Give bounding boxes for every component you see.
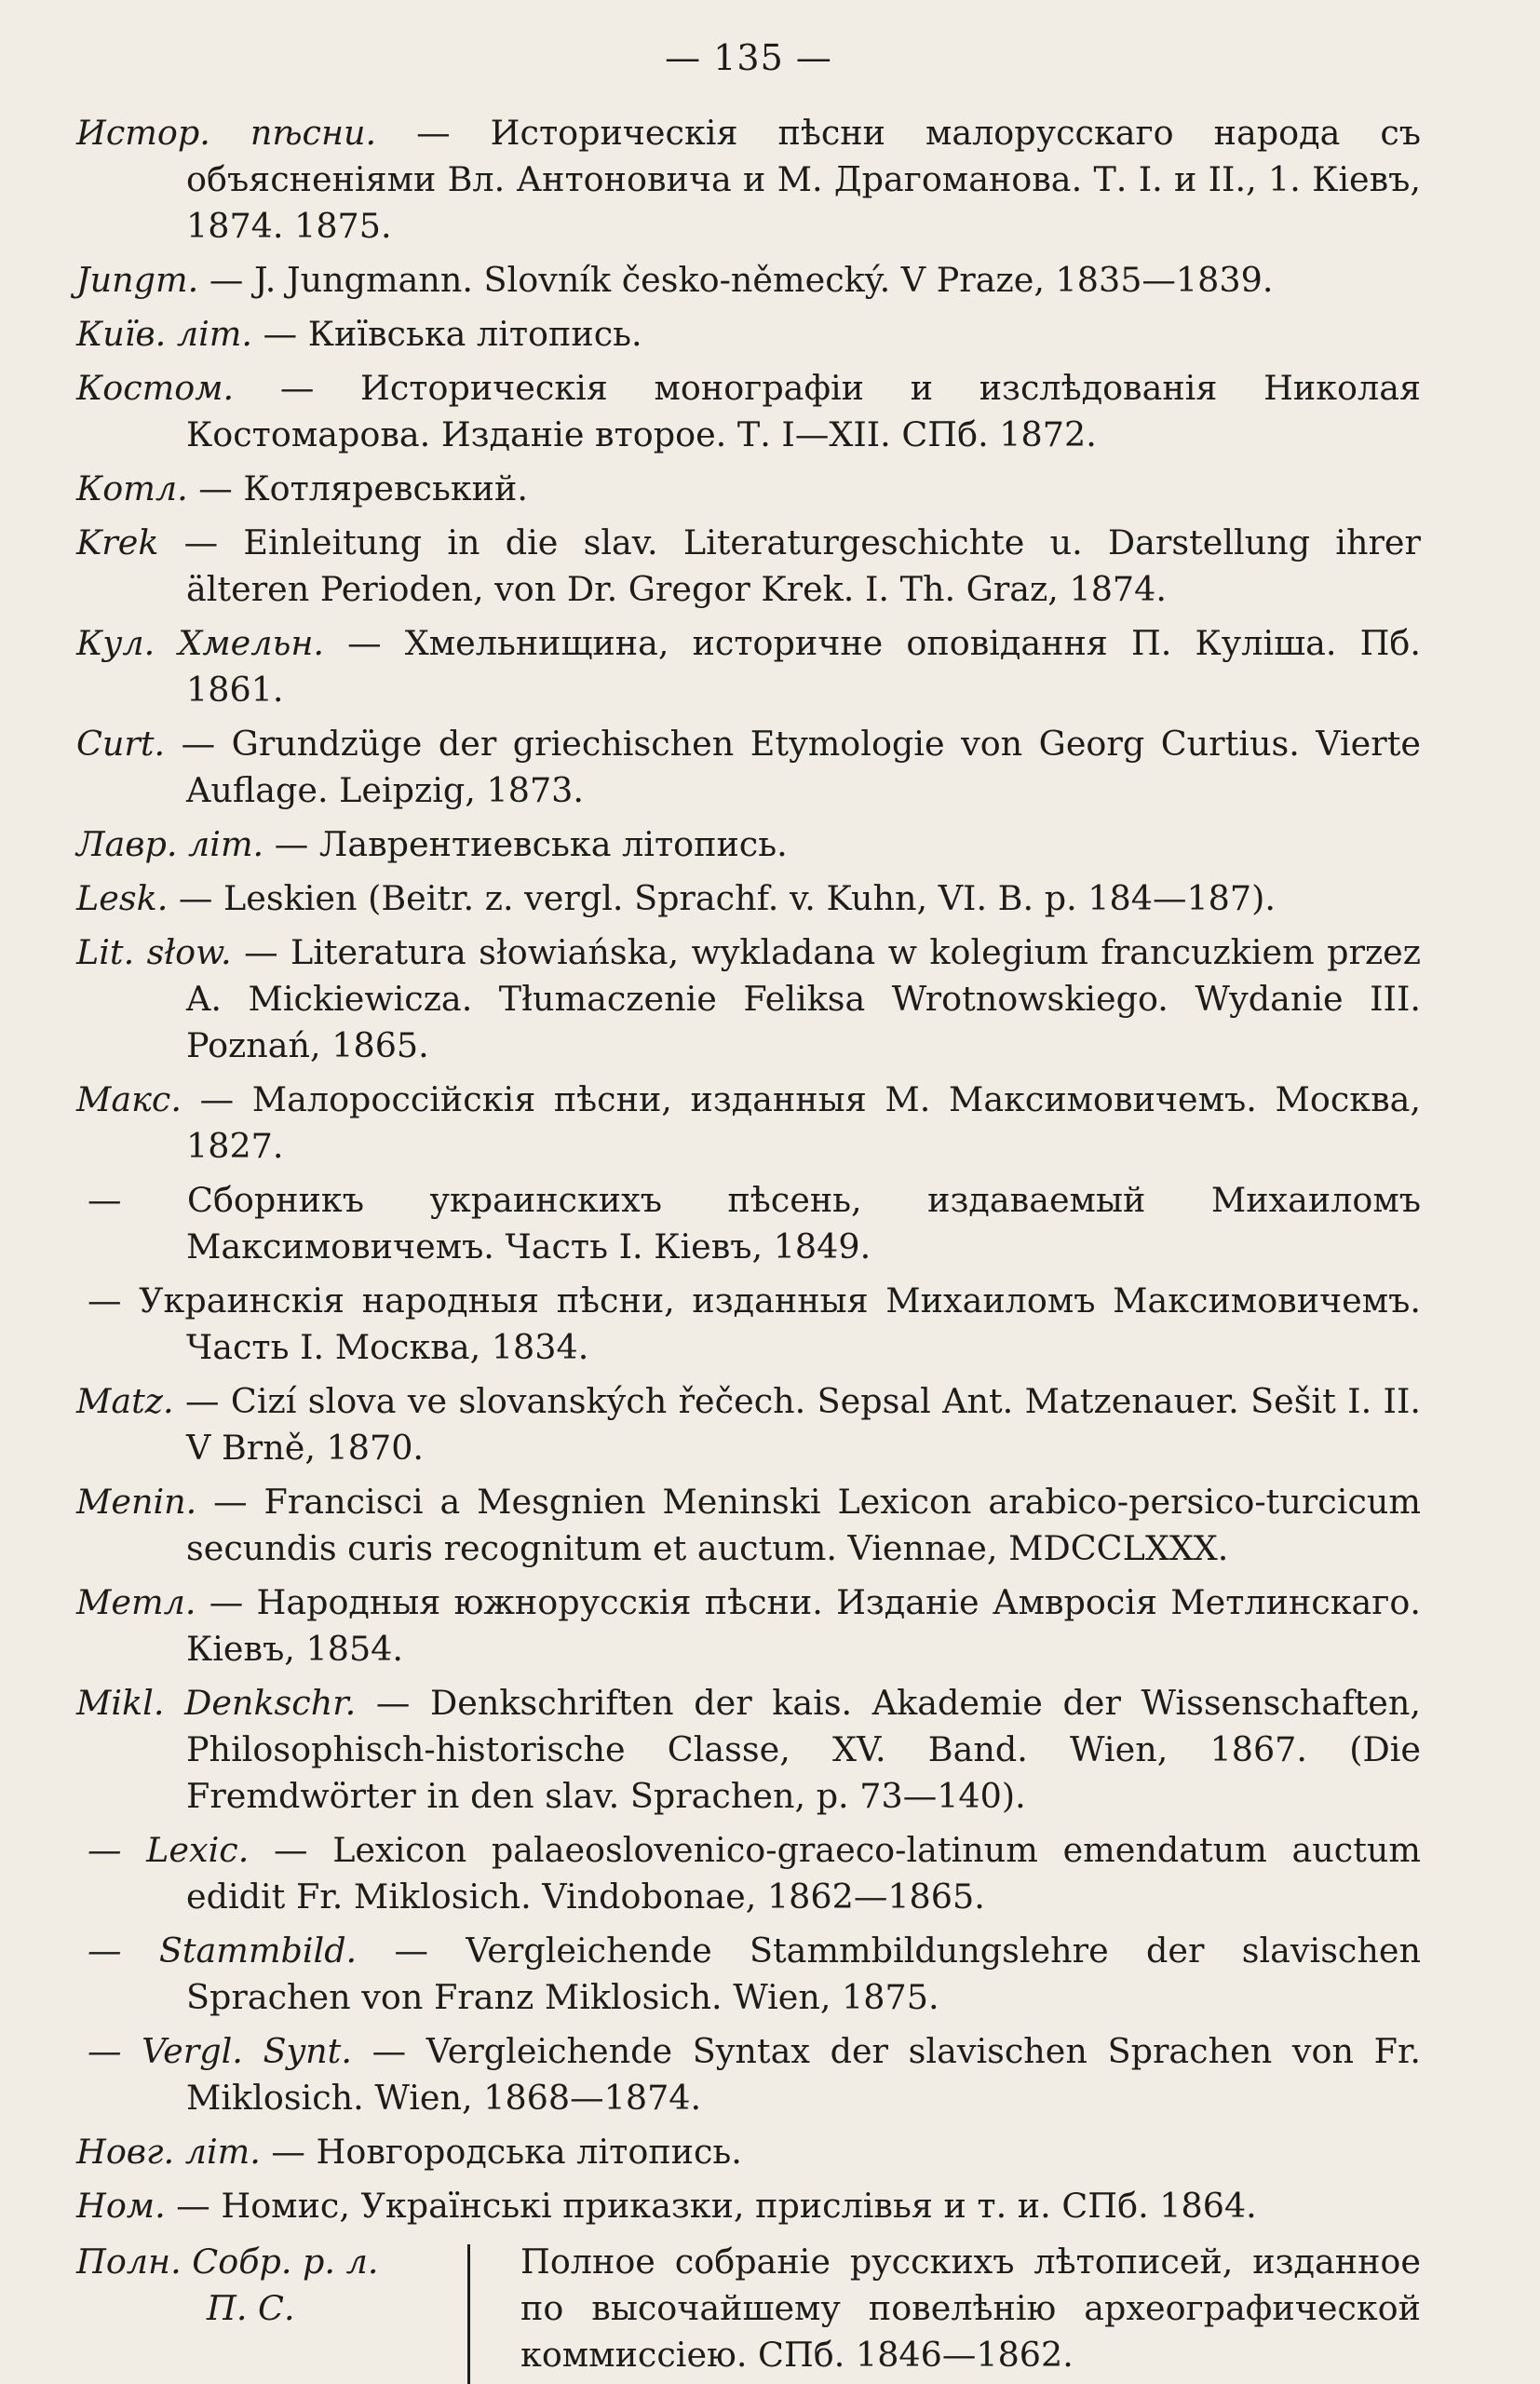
brace-divider	[467, 2244, 504, 2384]
entry-text: — Lexicon palaeoslovenico-graeco-latinum emendatum auctum edidit Fr. Miklosich. Vindobonae, 1862—1865.	[186, 1830, 1421, 1917]
list-item	[76, 1928, 1421, 2021]
page-number: — 135 —	[665, 37, 832, 78]
list-item	[76, 466, 1421, 512]
entry-text: — Cizí slova ve slovanských řečech. Sepsal Ant. Matzenauer. Sešit I. II. V Brně, 1870.	[173, 1381, 1421, 1468]
entry-abbreviation: Макс.	[76, 1079, 182, 1119]
entry-text: — Народныя южнорусскія пѣсни. Изданіе Амвросія Метлинскаго. Кіевъ, 1854.	[186, 1582, 1421, 1669]
entry-abbreviation: Mikl. Denkschr.	[76, 1683, 357, 1723]
entry-text: — Котляревський.	[187, 468, 528, 508]
bracket-abbreviation-line1: Полн. Собр. р. л.	[76, 2242, 379, 2282]
entry-abbreviation: Jungm.	[76, 260, 199, 300]
entry-text: — Vergleichende Syntax der slavischen Sprachen von Fr. Miklosich. Wien, 1868—1874.	[186, 2031, 1421, 2118]
list-item	[76, 2183, 1421, 2229]
entry-abbreviation: — Lexic.	[88, 1830, 250, 1870]
entry-dash: —	[88, 1280, 122, 1321]
list-item	[76, 1479, 1421, 1572]
list-item	[76, 1378, 1421, 1471]
entry-text: — Einleitung in die slav. Literaturgeschichte u. Darstellung ihrer älteren Perioden, von Dr. Gregor Krek. I. Th. Graz, 1874.	[158, 522, 1421, 609]
entry-abbreviation: Krek	[76, 522, 159, 562]
list-item	[76, 1278, 1421, 1371]
list-item	[76, 620, 1421, 713]
entry-text: Сборникъ украинскихъ пѣсень, издаваемый Михаиломъ Максимовичемъ. Часть І. Кіевъ, 1849.	[121, 1180, 1421, 1266]
entry-abbreviation: Котл.	[76, 468, 188, 508]
entry-text: — Номис, Українські приказки, прислівья и т. и. СПб. 1864.	[165, 2186, 1257, 2226]
entry-abbreviation: Menin.	[76, 1482, 197, 1522]
entry-abbreviation: — Vergl. Synt.	[88, 2031, 352, 2071]
list-item	[76, 721, 1421, 814]
entry-abbreviation: Лавр. літ.	[76, 824, 264, 864]
entry-abbreviation: Истор. пѣсни.	[76, 113, 377, 153]
entry-text: Украинскія народныя пѣсни, изданныя Михаиломъ Максимовичемъ. Часть І. Москва, 1834.	[121, 1280, 1421, 1367]
entry-abbreviation: Київ. літ.	[76, 314, 253, 354]
list-item	[76, 365, 1421, 458]
entry-abbreviation: Кул. Хмельн.	[76, 623, 325, 663]
list-item	[76, 2129, 1421, 2175]
entry-text: — J. Jungmann. Slovník česko-německý. V Praze, 1835—1839.	[198, 260, 1274, 300]
entry-text: — Denkschriften der kais. Akademie der Wissenschaften, Philosophisch-historische Classe, XV. Band. Wien, 1867. (Die Fremdwörter in den slav. Sprachen, p. 73—140).	[186, 1683, 1421, 1816]
entry-abbreviation: Lesk.	[76, 878, 169, 918]
list-item	[76, 929, 1421, 1069]
entry-text: — Историческія монографіи и изслѣдованія Николая Костомарова. Изданіе второе. Т. І—XII. СПб. 1872.	[186, 368, 1421, 454]
entry-text: — Grundzüge der griechischen Etymologie von Georg Curtius. Vierte Auflage. Leipzig, 1873.	[165, 724, 1421, 810]
list-item	[76, 2028, 1421, 2121]
list-item	[76, 821, 1421, 868]
entry-abbreviation: Новг. літ.	[76, 2132, 261, 2172]
bracketed-entry	[76, 2239, 1421, 2384]
list-item	[76, 311, 1421, 358]
list-item	[76, 1827, 1421, 1920]
list-item	[76, 520, 1421, 613]
entry-abbreviation: Matz.	[76, 1381, 174, 1421]
list-item	[76, 257, 1421, 304]
bracket-abbreviation-line2: П. С.	[207, 2288, 295, 2328]
bibliography-list	[76, 110, 1421, 2384]
bracket-entry-text: Полное собраніе русскихъ лѣтописей, изданное по высочайшему повелѣнію археографической коммиссіею. СПб. 1846—1862.	[520, 2242, 1421, 2375]
entry-text: — Хмельнищина, историчне оповідання П. Куліша. Пб. 1861.	[186, 623, 1421, 710]
entry-text: — Малороссійскія пѣсни, изданныя М. Максимовичемъ. Москва, 1827.	[181, 1079, 1421, 1166]
bracket-abbreviation	[76, 2239, 467, 2332]
entry-text: — Francisci a Mesgnien Meninski Lexicon arabico-persico-turcicum secundis curis recognitum et auctum. Viennae, MDCCLXXX.	[186, 1482, 1421, 1568]
entry-text: — Новгородська літопись.	[260, 2132, 742, 2172]
list-item	[76, 1579, 1421, 1673]
entry-text: — Лаврентиевська літопись.	[263, 824, 788, 864]
entry-abbreviation: — Stammbild.	[88, 1930, 358, 1971]
list-item	[76, 1177, 1421, 1270]
entry-text: — Київська літопись.	[252, 314, 642, 354]
entry-dash: —	[88, 1180, 122, 1220]
entry-text: — Literatura słowiańska, wykladana w kolegium francuzkiem przez A. Mickiewicza. Tłumaczenie Feliksa Wrotnowskiego. Wydanie III. Poznań, 1865.	[186, 932, 1422, 1065]
entry-abbreviation: Lit. słow.	[76, 932, 232, 972]
list-item	[76, 875, 1421, 922]
entry-abbreviation: Метл.	[76, 1582, 196, 1622]
entry-text: — Leskien (Beitr. z. vergl. Sprachf. v. Kuhn, VI. B. p. 184—187).	[168, 878, 1276, 918]
list-item	[76, 1680, 1421, 1820]
entry-text: — Vergleichende Stammbildungslehre der slavischen Sprachen von Franz Miklosich. Wien, 1875.	[186, 1930, 1421, 2017]
list-item	[76, 1077, 1421, 1170]
entry-abbreviation: Костом.	[76, 368, 235, 408]
list-item	[76, 110, 1421, 250]
entry-abbreviation: Ном.	[76, 2186, 166, 2226]
entry-abbreviation: Curt.	[76, 724, 166, 764]
entry-text: — Историческія пѣсни малорусскаго народа съ объясненіями Вл. Антоновича и М. Драгоманова. Т. І. и II., 1. Кіевъ, 1874. 1875.	[186, 113, 1421, 246]
